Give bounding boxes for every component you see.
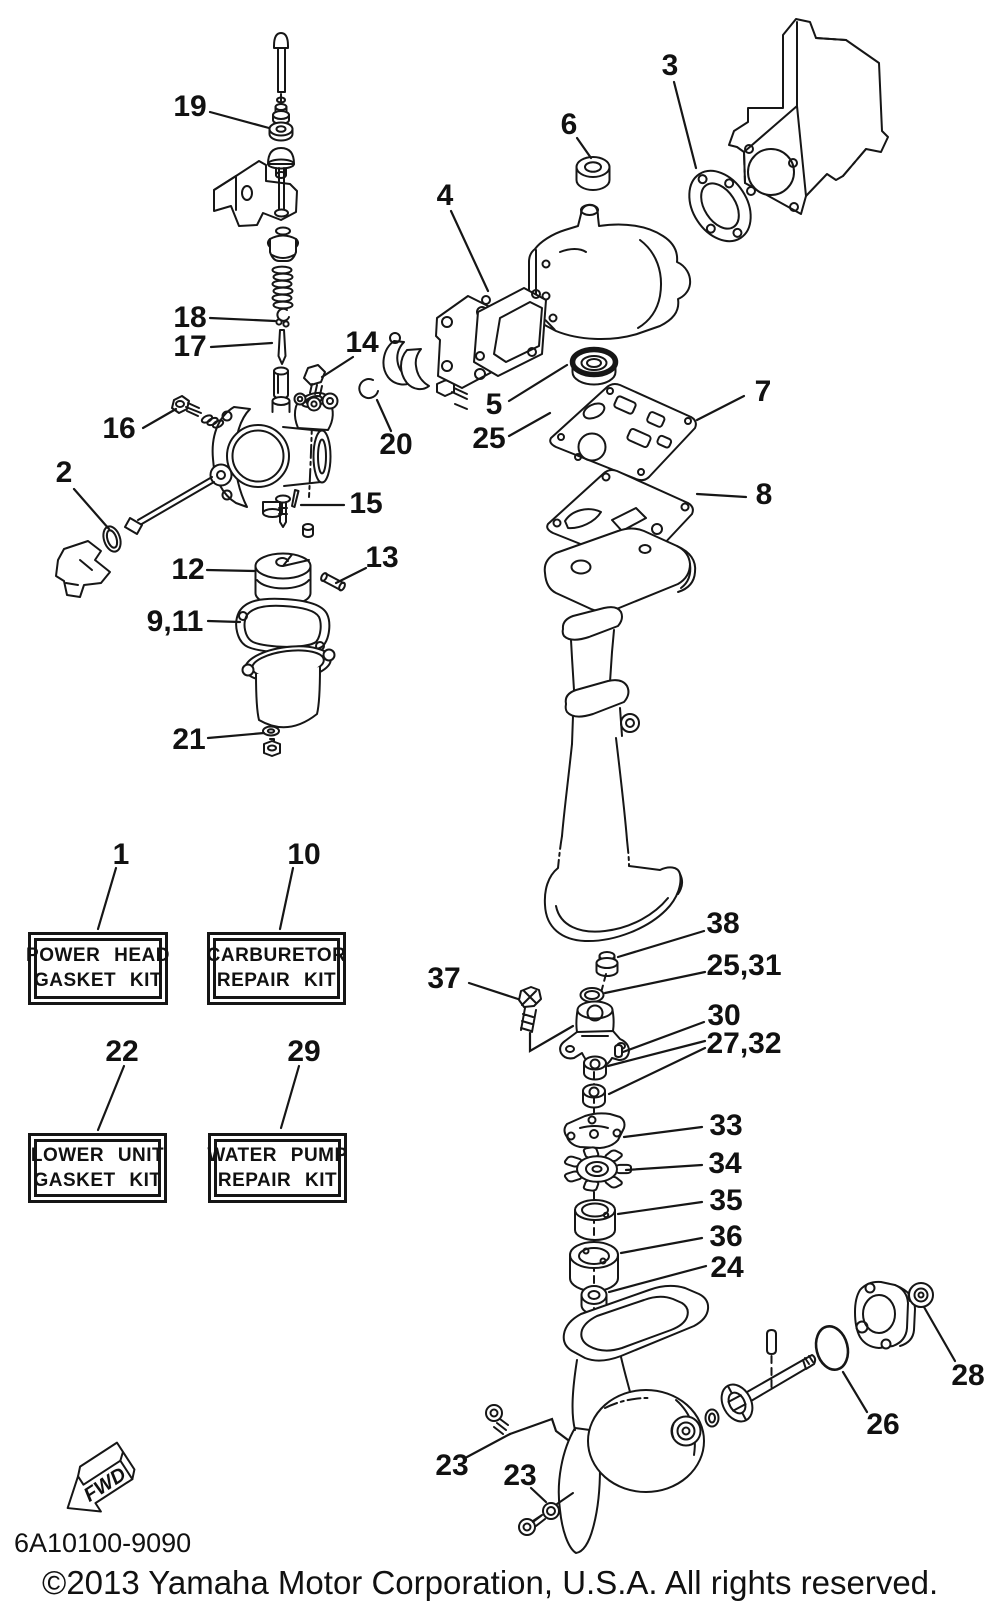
part-callout-30: 30 (707, 999, 741, 1032)
drawing-number: 6A10100-9090 (14, 1528, 192, 1558)
part-callout-22: 22 (105, 1035, 139, 1068)
kit-box-line: CARBURETOR (206, 945, 347, 966)
water-pump-assembly (519, 952, 631, 1348)
part-callout-20: 20 (379, 428, 413, 461)
part-callout-5: 5 (485, 388, 503, 421)
kit-box-line: GASKET KIT (33, 1169, 162, 1191)
part-callout-25-31: 25,31 (706, 949, 782, 982)
part-callout-2: 2 (55, 456, 73, 489)
part-callout-24: 24 (710, 1251, 744, 1284)
part-callout-26: 26 (866, 1408, 900, 1441)
carburetor-body (56, 330, 467, 756)
part-callout-7: 7 (754, 375, 772, 408)
part-callout-9-11: 9,11 (146, 605, 204, 638)
part-callout-36: 36 (709, 1220, 743, 1253)
part-callout-1: 1 (112, 838, 130, 871)
part-callout-18: 18 (173, 301, 207, 334)
part-callout-13: 13 (365, 541, 399, 574)
kit-box-line: REPAIR KIT (216, 970, 337, 991)
part-callout-17: 17 (173, 330, 207, 363)
part-callout-34: 34 (708, 1147, 742, 1180)
driveshaft-housing (545, 529, 695, 942)
kit-box-power-head-gasket (28, 932, 168, 1005)
fwd-arrow (52, 1443, 143, 1526)
fwd-arrow-label: FWD (80, 1463, 131, 1507)
part-callout-6: 6 (560, 108, 578, 141)
part-callout-8: 8 (755, 478, 773, 511)
part-callout-19: 19 (173, 90, 207, 123)
lower-unit-assembly (486, 1286, 708, 1553)
part-callout-27-32: 27,32 (706, 1027, 782, 1060)
copyright-notice: ©2013 Yamaha Motor Corporation, U.S.A. All rights reserved. (42, 1564, 939, 1601)
part-callout-25: 25 (472, 422, 506, 455)
part-callout-38: 38 (706, 907, 740, 940)
part-callout-28: 28 (951, 1359, 985, 1392)
part-callout-23: 23 (503, 1459, 537, 1492)
part-callout-29: 29 (287, 1035, 321, 1068)
part-callout-37: 37 (427, 962, 461, 995)
kit-box-carburetor-repair (207, 932, 346, 1005)
part-callout-4: 4 (436, 179, 454, 212)
powerhead-assembly (436, 19, 888, 566)
part-callout-33: 33 (709, 1109, 743, 1142)
part-callout-35: 35 (709, 1184, 743, 1217)
part-callout-12: 12 (171, 553, 205, 586)
part-callout-10: 10 (287, 838, 321, 871)
part-callout-3: 3 (661, 49, 679, 82)
kit-box-line: POWER HEAD (26, 945, 170, 966)
kit-box-line: LOWER UNIT (30, 1144, 165, 1166)
part-callout-15: 15 (349, 487, 383, 520)
part-callout-21: 21 (172, 723, 206, 756)
kit-box-line: REPAIR KIT (217, 1169, 338, 1191)
part-callout-23: 23 (435, 1449, 469, 1482)
kit-box-line: GASKET KIT (33, 970, 163, 991)
kit-box-water-pump-repair (208, 1133, 347, 1203)
part-callout-16: 16 (102, 412, 136, 445)
kit-box-line: WATER PUMP (207, 1144, 348, 1166)
kit-box-lower-unit-gasket (28, 1133, 167, 1203)
part-callout-14: 14 (345, 326, 379, 359)
